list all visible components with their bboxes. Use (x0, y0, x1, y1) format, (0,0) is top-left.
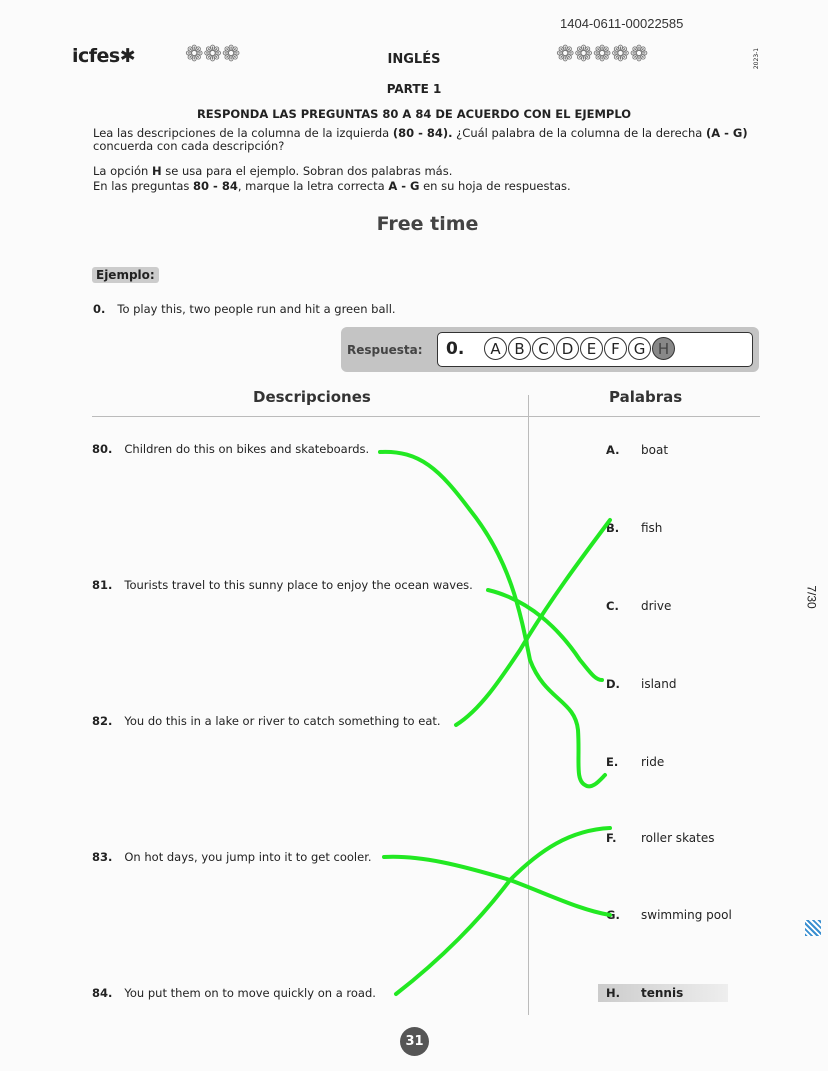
word-ride: ride (641, 755, 665, 769)
word-letter: E. (606, 755, 619, 769)
logo-text: icfes (72, 45, 120, 67)
instruction-paragraph-1: Lea las descripciones de la columna de la izquierda (80 - 84). ¿Cuál palabra de la columna de la derecha (A - G) concuerda con cada descripción? (93, 126, 748, 153)
word-fish: fish (641, 521, 663, 535)
word-roller-skates: roller skates (641, 831, 715, 845)
subject-title: INGLÉS (387, 52, 441, 67)
question-81: 81. Tourists travel to this sunny place to enjoy the ocean waves. (92, 578, 473, 592)
ink-line-83-g (384, 857, 610, 915)
column-header-descriptions: Descripciones (253, 388, 371, 406)
answer-label: Respuesta: (347, 343, 423, 357)
word-tennis: tennis (641, 986, 684, 1000)
word-letter: G. (606, 908, 620, 922)
example-label: Ejemplo: (92, 267, 159, 283)
ink-line-81-d (488, 590, 602, 680)
question-82: 82. You do this in a lake or river to catch something to eat. (92, 714, 441, 728)
column-header-words: Palabras (609, 388, 683, 406)
ink-line-84-f (396, 828, 610, 994)
bubble-c: C (532, 337, 555, 360)
qr-code-icon (805, 920, 821, 936)
word-letter: F. (606, 831, 617, 845)
year-tag: 2023-1 (753, 47, 761, 70)
word-letter: D. (606, 677, 620, 691)
ink-line-82-b (456, 520, 610, 725)
icfes-logo: icfes✱ (72, 45, 136, 67)
document-code: 1404-0611-00022585 (560, 16, 684, 31)
word-letter: C. (606, 599, 619, 613)
answer-number: 0. (446, 339, 465, 359)
question-83: 83. On hot days, you jump into it to get cooler. (92, 850, 372, 864)
word-letter: H. (606, 986, 620, 1000)
bubble-g: G (628, 337, 651, 360)
bubble-e: E (580, 337, 603, 360)
page-number: 31 (400, 1027, 429, 1056)
word-letter: A. (606, 443, 620, 457)
instruction-heading: RESPONDA LAS PREGUNTAS 80 A 84 DE ACUERDO CON EL EJEMPLO (196, 107, 632, 121)
instruction-paragraph-2: La opción H se usa para el ejemplo. Sobran dos palabras más. (93, 164, 453, 178)
bubble-f: F (604, 337, 627, 360)
bubble-a: A (484, 337, 507, 360)
question-84: 84. You put them on to move quickly on a road. (92, 986, 376, 1000)
ink-line-80-e (380, 452, 605, 786)
instruction-paragraph-3: En las preguntas 80 - 84, marque la letra correcta A - G en su hoja de respuestas. (93, 179, 571, 193)
bubble-b: B (508, 337, 531, 360)
word-drive: drive (641, 599, 672, 613)
word-island: island (641, 677, 677, 691)
word-boat: boat (641, 443, 669, 457)
decorative-flowers-icon: ❁❁❁❁❁ (556, 42, 649, 67)
section-title: Free time (376, 213, 479, 235)
word-letter: B. (606, 521, 620, 535)
example-question: 0. To play this, two people run and hit a green ball. (93, 302, 396, 316)
bubble-h-selected: H (652, 337, 675, 360)
side-page-label: 7/30 (804, 585, 819, 609)
decorative-flowers-icon: ❁❁❁ (185, 42, 241, 67)
question-80: 80. Children do this on bikes and skateboards. (92, 442, 370, 456)
bubble-d: D (556, 337, 579, 360)
word-swimming-pool: swimming pool (641, 908, 732, 922)
part-title: PARTE 1 (386, 82, 442, 96)
